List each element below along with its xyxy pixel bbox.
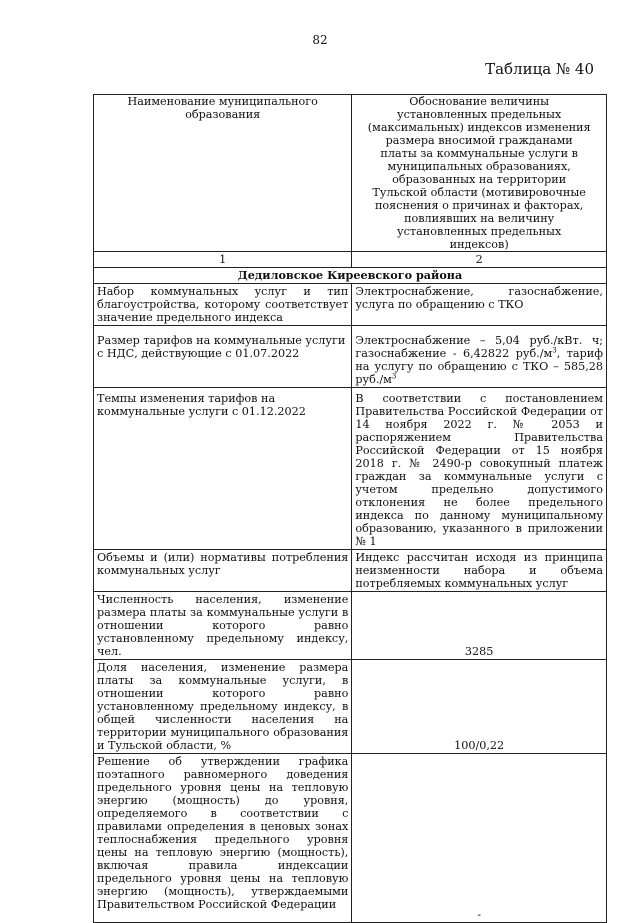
column-number-row	[94, 252, 607, 268]
table-row	[94, 592, 607, 660]
row-label: Размер тарифов на коммунальные услуги с НДС, действующие с 01.07.2022	[94, 326, 352, 388]
section-row	[94, 268, 607, 284]
row-value: Индекс рассчитан исходя из принципа неизменности набора и объема потребляемых коммунальных услуг	[352, 550, 607, 592]
row-value	[352, 326, 607, 388]
tariff-text-b: , тариф на услугу по обращению с ТКО – 585,28 руб./м	[355, 347, 603, 386]
row-value: Электроснабжение, газоснабжение, услуга по обращению с ТКО	[352, 284, 607, 326]
row-value: -	[352, 754, 607, 923]
section-title: Дедиловское Киреевского района	[94, 268, 607, 284]
header-col1: Наименование муниципального образования	[94, 95, 352, 252]
column-number-2: 2	[352, 252, 607, 268]
tariff-text-a: Электроснабжение – 5,04 руб./кВт. ч; газоснабжение - 6,42822 руб./м	[355, 334, 603, 360]
table-row	[94, 550, 607, 592]
superscript-3: 3	[391, 372, 397, 381]
page-number: 82	[312, 33, 328, 47]
table-row	[94, 754, 607, 923]
header-col2: Обоснование величины установленных предельных (максимальных) индексов изменения размера вносимой гражданами платы за коммунальные услуги в муниципальных образованиях, образованных на территории Тульской области (мотивировочные пояснения о причинах и факторах, повлиявших на величину установленных предельных индексов)	[352, 95, 607, 252]
table-row	[94, 388, 607, 550]
row-value: 100/0,22	[352, 660, 607, 754]
superscript-3: 3	[552, 346, 557, 355]
row-label: Темпы изменения тарифов на коммунальные услуги с 01.12.2022	[94, 388, 352, 550]
table-row	[94, 660, 607, 754]
row-value: В соответствии с постановлением Правительства Российской Федерации от 14 ноября 2022 г. № 2053 и распоряжением Правительства Российской Федерации от 15 ноября 2018 г. № 2490-р совокупный платеж граждан за коммунальные услуги с учетом предельно допустимого отклонения не более предельного индекса по данному муниципальному образованию, указанного в приложении № 1	[352, 388, 607, 550]
table-title: Таблица № 40	[485, 60, 594, 78]
table-row	[94, 326, 607, 388]
row-label: Решение об утверждении графика поэтапного равномерного доведения предельного уровня цены на тепловую энергию (мощность) до уровня, определяемого в соответствии с правилами определения в ценовых зонах теплоснабжения предельного уровня цены на тепловую энергию (мощность), включая правила индексации предельного уровня цены на тепловую энергию (мощность), утверждаемыми Правительством Российской Федерации	[94, 754, 352, 923]
row-label: Набор коммунальных услуг и тип благоустройства, которому соответствует значение предельного индекса	[94, 284, 352, 326]
row-label: Численность населения, изменение размера платы за коммунальные услуги в отношении которого равно установленному предельному индексу, чел.	[94, 592, 352, 660]
column-number-1: 1	[94, 252, 352, 268]
row-value: 3285	[352, 592, 607, 660]
row-label: Доля населения, изменение размера платы за коммунальные услуги, в отношении которого равно установленному предельному индексу, в общей численности населения на территории муниципального образования и Тульской области, %	[94, 660, 352, 754]
row-label: Объемы и (или) нормативы потребления коммунальных услуг	[94, 550, 352, 592]
tariff-table	[93, 94, 607, 923]
header-row	[94, 95, 607, 252]
table-row	[94, 284, 607, 326]
